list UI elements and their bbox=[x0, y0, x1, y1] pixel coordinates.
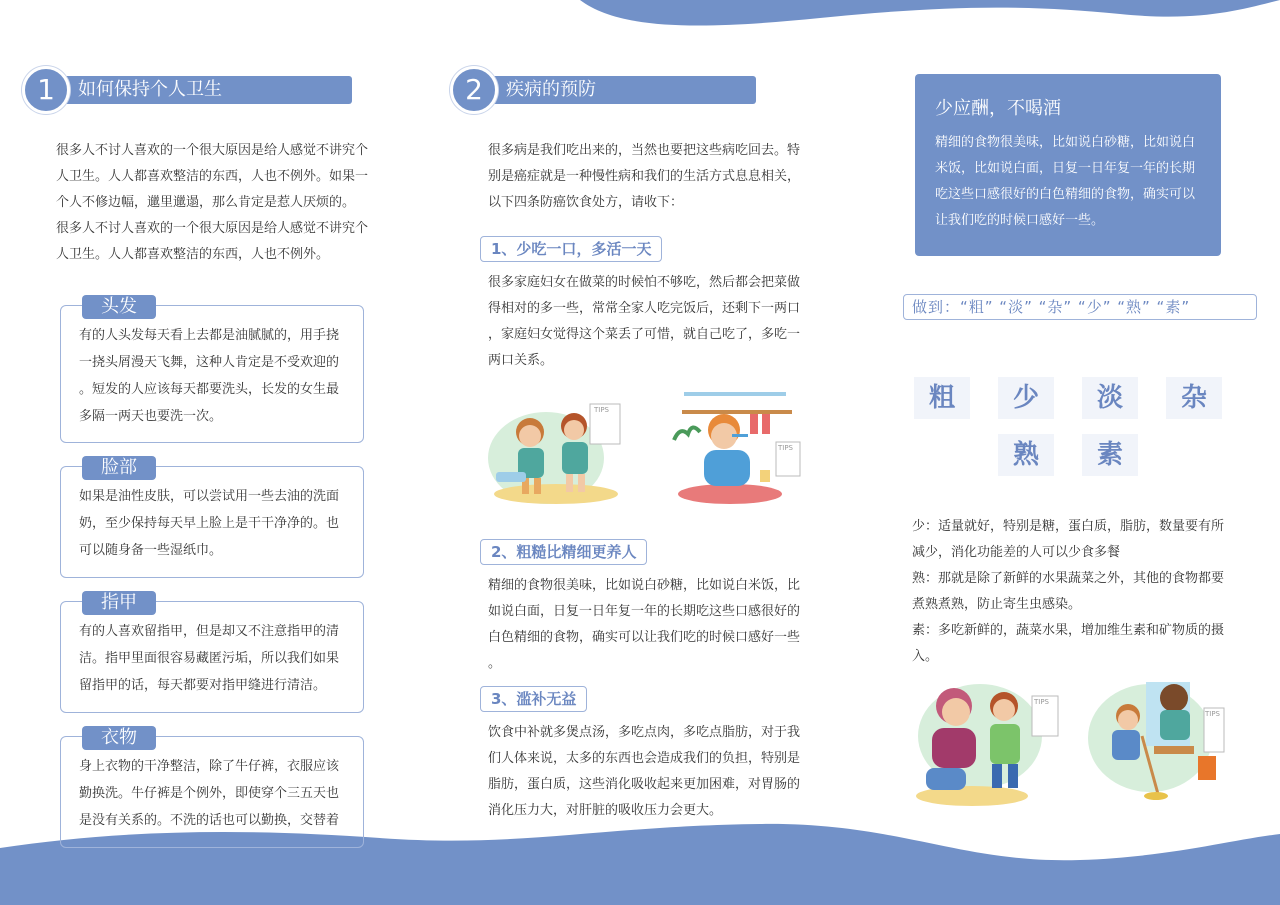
note-line: 熟：那就是除了新鲜的水果蔬菜之外，其他的食物都要 bbox=[912, 571, 1225, 586]
card-body bbox=[935, 130, 1201, 234]
para-line: 饮食中补就多煲点汤，多吃点肉，多吃点脂肪，对于我 bbox=[488, 725, 801, 740]
top-wave-decoration bbox=[0, 0, 1280, 40]
para-line: 如说白面，日复一日年复一年的长期吃这些口感很好的 bbox=[488, 604, 801, 619]
para-line: 两口关系。 bbox=[488, 353, 554, 368]
box-line: 一挠头屑漫天飞舞，这种人肯定是不受欢迎的 bbox=[79, 355, 340, 370]
box-line: 身上衣物的干净整洁，除了牛仔裤，衣服应该 bbox=[79, 759, 340, 774]
box-line: 有的人喜欢留指甲，但是却又不注意指甲的清 bbox=[79, 624, 340, 639]
char-tile-dan: 淡 bbox=[1082, 377, 1138, 419]
col1-intro bbox=[56, 138, 376, 268]
char-tile-shu: 熟 bbox=[998, 434, 1054, 476]
intro-line: 个人不修边幅，邋里邋遢，那么肯定是惹人厌烦的。 bbox=[56, 195, 356, 210]
card-line: 精细的食物很美味，比如说白砂糖，比如说白 bbox=[935, 135, 1196, 150]
box-line: 洁。指甲里面很容易藏匿污垢，所以我们如果 bbox=[79, 651, 340, 666]
box-line: 是没有关系的。不洗的话也可以勤换，交替着 bbox=[79, 813, 340, 828]
para-line: 精细的食物很美味，比如说白砂糖，比如说白米饭，比 bbox=[488, 578, 801, 593]
para-line: ，家庭妇女觉得这个菜丢了可惜，就自己吃了，多吃一 bbox=[488, 327, 801, 342]
box-line: 可以随身备一些湿纸巾。 bbox=[79, 543, 223, 558]
box-line: 。短发的人应该每天都要洗头，长发的女生最 bbox=[79, 382, 340, 397]
subheading-no-overeating: 3、滥补无益 bbox=[480, 686, 587, 712]
no-overeating-text bbox=[488, 720, 808, 824]
note-line: 入。 bbox=[912, 649, 939, 664]
face-tab: 脸部 bbox=[82, 456, 156, 480]
hair-box bbox=[60, 305, 364, 443]
para-line: 得相对的多一些，常常全家人吃完饭后，还剩下一两口 bbox=[488, 301, 801, 316]
nail-tab: 指甲 bbox=[82, 591, 156, 615]
para-line: 脂肪，蛋白质，这些消化吸收起来更加困难，对胃肠的 bbox=[488, 777, 801, 792]
intro-line: 别是癌症就是一种慢性病和我们的生活方式息息相关， bbox=[488, 169, 801, 184]
section-title: 如何保持个人卫生 bbox=[48, 76, 352, 104]
clothes-box bbox=[60, 736, 364, 848]
para-line: 。 bbox=[488, 656, 502, 671]
para-line: 白色精细的食物，确实可以让我们吃的时候口感好一些 bbox=[488, 630, 801, 645]
intro-line: 人卫生。人人都喜欢整洁的东西，人也不例外。 bbox=[56, 247, 330, 262]
nail-box bbox=[60, 601, 364, 713]
box-line: 留指甲的话，每天都要对指甲缝进行清洁。 bbox=[79, 678, 327, 693]
note-line: 少：适量就好，特别是糖，蛋白质，脂肪，数量要有所 bbox=[912, 519, 1225, 534]
char-tile-cu: 粗 bbox=[914, 377, 970, 419]
intro-line: 以下四条防癌饮食处方，请收下： bbox=[488, 195, 684, 210]
section-title: 疾病的预防 bbox=[476, 76, 756, 104]
box-line: 如果是油性皮肤，可以尝试用一些去油的洗面 bbox=[79, 489, 340, 504]
principles-notes bbox=[912, 514, 1242, 670]
face-box bbox=[60, 466, 364, 578]
section-number: 2 bbox=[450, 66, 498, 114]
subheading-coarse-food: 2、粗糙比精细更养人 bbox=[480, 539, 647, 565]
char-tile-su: 素 bbox=[1082, 434, 1138, 476]
section-number: 1 bbox=[22, 66, 70, 114]
note-line: 素：多吃新鲜的，蔬菜水果，增加维生素和矿物质的摄 bbox=[912, 623, 1225, 638]
card-line: 让我们吃的时候口感好一些。 bbox=[935, 213, 1105, 228]
illustration-brushing-teeth bbox=[664, 390, 804, 506]
subheading-eat-less: 1、少吃一口，多活一天 bbox=[480, 236, 662, 262]
card-title: 少应酬，不喝酒 bbox=[935, 98, 1061, 119]
hair-tab: 头发 bbox=[82, 295, 156, 319]
illustration-kids-first-aid bbox=[906, 676, 1062, 812]
intro-line: 很多人不讨人喜欢的一个很大原因是给人感觉不讲究个 bbox=[56, 143, 369, 158]
section-header-1 bbox=[22, 70, 332, 104]
illustration-washing-hands bbox=[486, 396, 626, 508]
intro-line: 很多人不讨人喜欢的一个很大原因是给人感觉不讲究个 bbox=[56, 221, 369, 236]
intro-line: 人卫生。人人都喜欢整洁的东西，人也不例外。如果一 bbox=[56, 169, 369, 184]
intro-line: 很多病是我们吃出来的，当然也要把这些病吃回去。特 bbox=[488, 143, 801, 158]
tips-label: TIPS bbox=[778, 444, 794, 452]
card-line: 米饭，比如说白面，日复一日年复一年的长期 bbox=[935, 161, 1196, 176]
principles-banner: 做到：“粗” “淡” “杂” “少” “熟” “素” bbox=[903, 294, 1257, 320]
coarse-food-text bbox=[488, 573, 808, 677]
section-header-2 bbox=[450, 70, 760, 104]
eat-less-text bbox=[488, 270, 808, 374]
clothes-tab: 衣物 bbox=[82, 726, 156, 750]
para-line: 消化压力大，对肝脏的吸收压力会更大。 bbox=[488, 803, 723, 818]
illustration-kids-cleaning bbox=[1076, 676, 1226, 808]
tip-card bbox=[915, 74, 1221, 256]
note-line: 减少，消化功能差的人可以少食多餐 bbox=[912, 545, 1121, 560]
para-line: 们人体来说，太多的东西也会造成我们的负担，特别是 bbox=[488, 751, 801, 766]
char-tile-shao: 少 bbox=[998, 377, 1054, 419]
box-line: 多隔一两天也要洗一次。 bbox=[79, 409, 223, 424]
box-line: 勤换洗。牛仔裤是个例外，即使穿个三五天也 bbox=[79, 786, 340, 801]
tips-label: TIPS bbox=[594, 406, 610, 414]
tips-label: TIPS bbox=[1034, 698, 1050, 706]
card-line: 吃这些口感很好的白色精细的食物，确实可以 bbox=[935, 187, 1196, 202]
note-line: 煮熟煮熟，防止寄生虫感染。 bbox=[912, 597, 1082, 612]
box-line: 有的人头发每天看上去都是油腻腻的，用手挠 bbox=[79, 328, 340, 343]
col2-intro bbox=[488, 138, 808, 216]
char-tile-za: 杂 bbox=[1166, 377, 1222, 419]
box-line: 奶，至少保持每天早上脸上是干干净净的。也 bbox=[79, 516, 340, 531]
tips-label: TIPS bbox=[1205, 710, 1221, 718]
para-line: 很多家庭妇女在做菜的时候怕不够吃，然后都会把菜做 bbox=[488, 275, 801, 290]
